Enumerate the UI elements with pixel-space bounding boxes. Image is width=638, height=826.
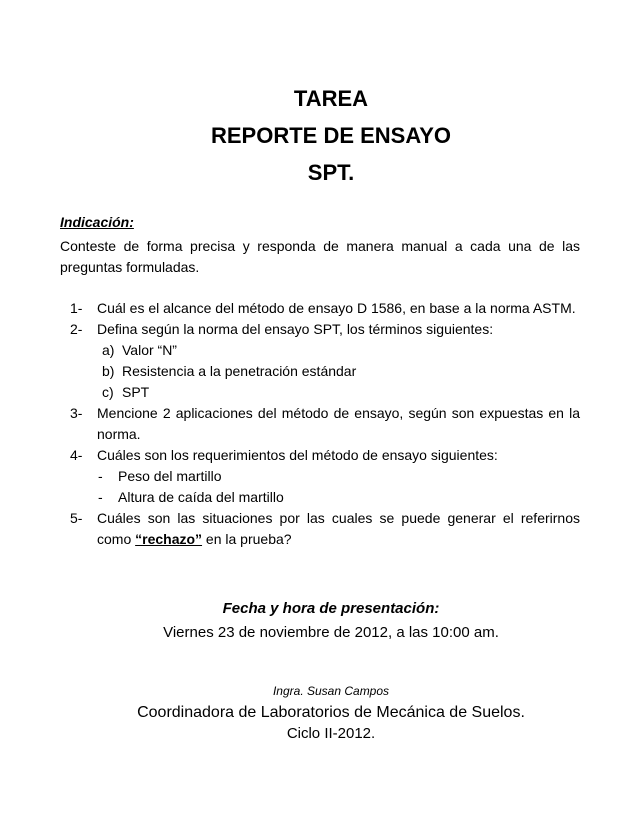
emphasized-term: “rechazo” [135, 531, 203, 547]
question-2 [60, 319, 580, 340]
question-1 [60, 298, 580, 319]
list-item [60, 361, 580, 382]
signer-name: Ingra. Susan Campos [272, 684, 390, 698]
question-text-end: en la prueba? [202, 531, 292, 547]
document-title [0, 80, 638, 191]
question-number: 5- [70, 510, 83, 526]
list-item [60, 466, 580, 487]
question-4 [60, 445, 580, 466]
question-number: 3- [70, 405, 83, 421]
question-5 [60, 508, 580, 550]
presentation-date: Viernes 23 de noviembre de 2012, a las 10:00 am. [163, 624, 499, 641]
list-item [60, 340, 580, 361]
list-item-marker: - [98, 468, 103, 484]
list-item-text: SPT [122, 384, 150, 400]
indication-label: Indicación: [60, 214, 134, 230]
list-item-marker: - [98, 489, 103, 505]
question-3 [60, 403, 580, 445]
signer-role: Coordinadora de Laboratorios de Mecánica de Suelos. [137, 704, 525, 721]
indication-text: Conteste de forma precisa y responda de manera manual a cada una de las preguntas formuladas. [60, 238, 580, 275]
question-text: Cuál es el alcance del método de ensayo D 1586, en base a la norma ASTM. [97, 300, 576, 316]
question-text [97, 508, 580, 550]
question-text: Cuáles son los requerimientos del método de ensayo siguientes: [97, 447, 498, 463]
question-text-start: Cuáles son las situaciones por las cuales se puede generar el referirnos como [97, 510, 580, 547]
title-line-3: SPT. [307, 160, 355, 185]
list-item-marker: c) [102, 384, 114, 400]
question-list [60, 298, 580, 550]
presentation-label: Fecha y hora de presentación: [222, 600, 440, 617]
list-item-marker: a) [102, 342, 115, 358]
question-text: Defina según la norma del ensayo SPT, los términos siguientes: [97, 321, 494, 337]
list-item-text: Resistencia a la penetración estándar [122, 363, 357, 379]
title-line-1: TAREA [293, 86, 369, 111]
title-line-2: REPORTE DE ENSAYO [210, 123, 452, 148]
question-number: 1- [70, 300, 83, 316]
question-number: 2- [70, 321, 83, 337]
question-text: Mencione 2 aplicaciones del método de ensayo, según son expuestas en la norma. [97, 405, 580, 442]
list-item [60, 382, 580, 403]
list-item-text: Altura de caída del martillo [118, 489, 284, 505]
question-number: 4- [70, 447, 83, 463]
list-item [60, 487, 580, 508]
academic-cycle: Ciclo II-2012. [286, 725, 376, 742]
list-item-text: Valor “N” [122, 342, 177, 358]
list-item-marker: b) [102, 363, 115, 379]
list-item-text: Peso del martillo [118, 468, 222, 484]
